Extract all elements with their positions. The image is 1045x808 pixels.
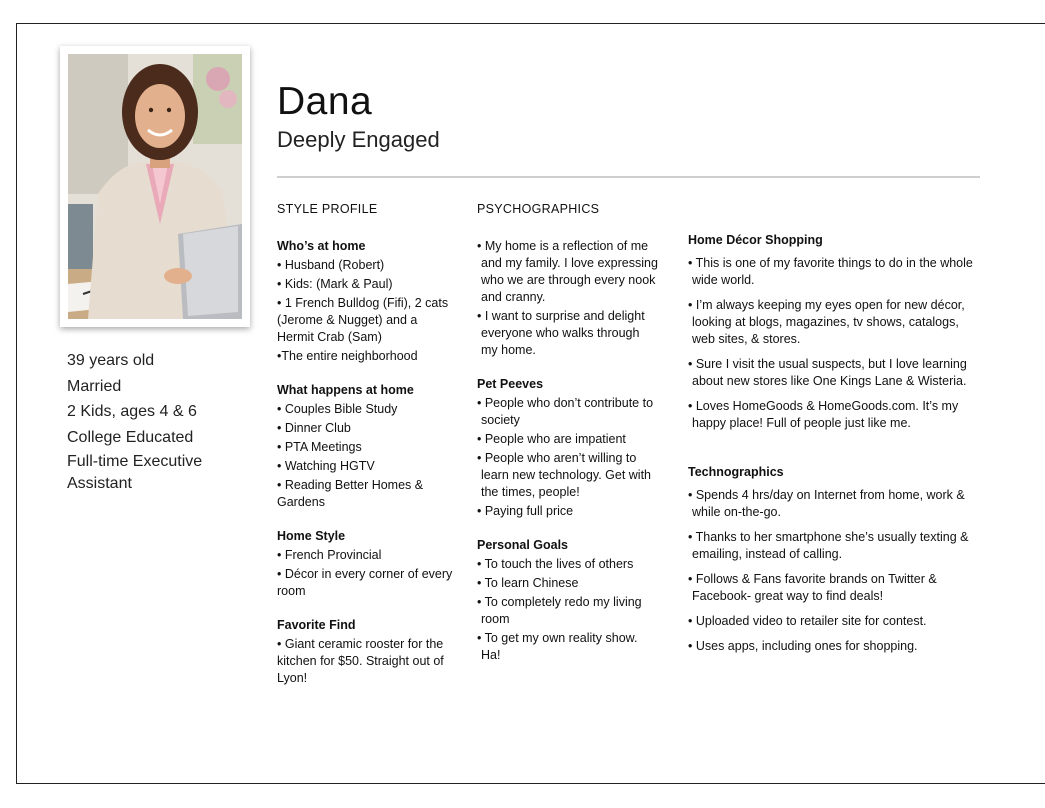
section-technographics: [688, 464, 980, 655]
section-title: What happens at home: [277, 383, 414, 397]
section-intro: [477, 238, 659, 359]
section-home-decor-shopping: [688, 232, 980, 432]
list-item: • My home is a reflection of me and my family. I love expressing who we are through every nook and cranny.: [477, 239, 658, 304]
list-item: • Décor in every corner of every room: [277, 567, 453, 598]
list-item: • Paying full price: [477, 504, 574, 518]
list-item: • People who are impatient: [477, 432, 626, 446]
section-what-happens-at-home: [277, 382, 455, 511]
psychographics-heading: PSYCHOGRAPHICS: [477, 202, 600, 216]
list-item: • Follows & Fans favorite brands on Twitter & Facebook- great way to find deals!: [688, 572, 937, 603]
list-item: • To learn Chinese: [477, 576, 579, 590]
header-divider: [277, 176, 980, 178]
section-title: Personal Goals: [477, 538, 569, 552]
list-item: • To touch the lives of others: [477, 557, 634, 571]
section-home-style: [277, 528, 455, 600]
list-item: • People who don’t contribute to society: [477, 396, 654, 427]
list-item: •The entire neighborhood: [277, 349, 418, 363]
list-item: • I’m always keeping my eyes open for new décor, looking at blogs, magazines, tv shows, catalogs, web sites, & stores.: [688, 298, 965, 346]
section-title: Home Décor Shopping: [688, 233, 823, 247]
stat-education: College Educated: [67, 428, 194, 446]
list-item: • Husband (Robert): [277, 258, 385, 272]
list-item: • Kids: (Mark & Paul): [277, 277, 393, 291]
list-item: • Couples Bible Study: [277, 402, 398, 416]
section-pet-peeves: [477, 376, 659, 520]
list-item: • To completely redo my living room: [477, 595, 642, 626]
stat-age: 39 years old: [67, 352, 155, 369]
persona-portrait-image: [68, 54, 242, 319]
list-item: • Uploaded video to retailer site for contest.: [688, 614, 927, 628]
style-profile-column: [277, 201, 455, 704]
persona-stats: [67, 348, 257, 495]
list-item: • Giant ceramic rooster for the kitchen for $50. Straight out of Lyon!: [277, 637, 444, 685]
shopping-tech-column: [688, 232, 980, 687]
persona-name: Dana: [277, 80, 373, 123]
list-item: • Reading Better Homes & Gardens: [277, 478, 424, 509]
list-item: • Sure I visit the usual suspects, but I love learning about new stores like One Kings Lane & Wisteria.: [688, 357, 967, 388]
section-title: Favorite Find: [277, 618, 356, 632]
persona-photo: [68, 54, 242, 319]
persona-photo-card: [60, 46, 250, 327]
list-item: • Thanks to her smartphone she’s usually texting & emailing, instead of calling.: [688, 530, 969, 561]
list-item: • 1 French Bulldog (Fifi), 2 cats (Jerome & Nugget) and a Hermit Crab (Sam): [277, 296, 449, 344]
section-title: Home Style: [277, 529, 346, 543]
list-item: • French Provincial: [277, 548, 382, 562]
stat-occupation: Full-time Executive Assistant: [67, 453, 203, 492]
psychographics-column: [477, 201, 659, 681]
section-title: Pet Peeves: [477, 377, 544, 391]
style-profile-heading: STYLE PROFILE: [277, 202, 378, 216]
list-item: • People who aren’t willing to learn new technology. Get with the times, people!: [477, 451, 652, 499]
list-item: • PTA Meetings: [277, 440, 362, 454]
persona-subtitle: Deeply Engaged: [277, 127, 440, 152]
section-whos-at-home: [277, 238, 455, 365]
list-item: • This is one of my favorite things to do in the whole wide world.: [688, 256, 973, 287]
list-item: • Dinner Club: [277, 421, 351, 435]
list-item: • Uses apps, including ones for shopping.: [688, 639, 918, 653]
stat-marital-status: Married: [67, 377, 122, 395]
section-personal-goals: [477, 537, 659, 664]
section-favorite-find: [277, 617, 455, 687]
list-item: • Spends 4 hrs/day on Internet from home, work & while on-the-go.: [688, 488, 965, 519]
list-item: • To get my own reality show. Ha!: [477, 631, 638, 662]
stat-kids: 2 Kids, ages 4 & 6: [67, 403, 197, 420]
list-item: • Watching HGTV: [277, 459, 375, 473]
section-title: Who’s at home: [277, 239, 366, 253]
list-item: • I want to surprise and delight everyone who walks through my home.: [477, 309, 645, 357]
section-title: Technographics: [688, 465, 784, 479]
list-item: • Loves HomeGoods & HomeGoods.com. It’s my happy place! Full of people just like me.: [688, 399, 959, 430]
